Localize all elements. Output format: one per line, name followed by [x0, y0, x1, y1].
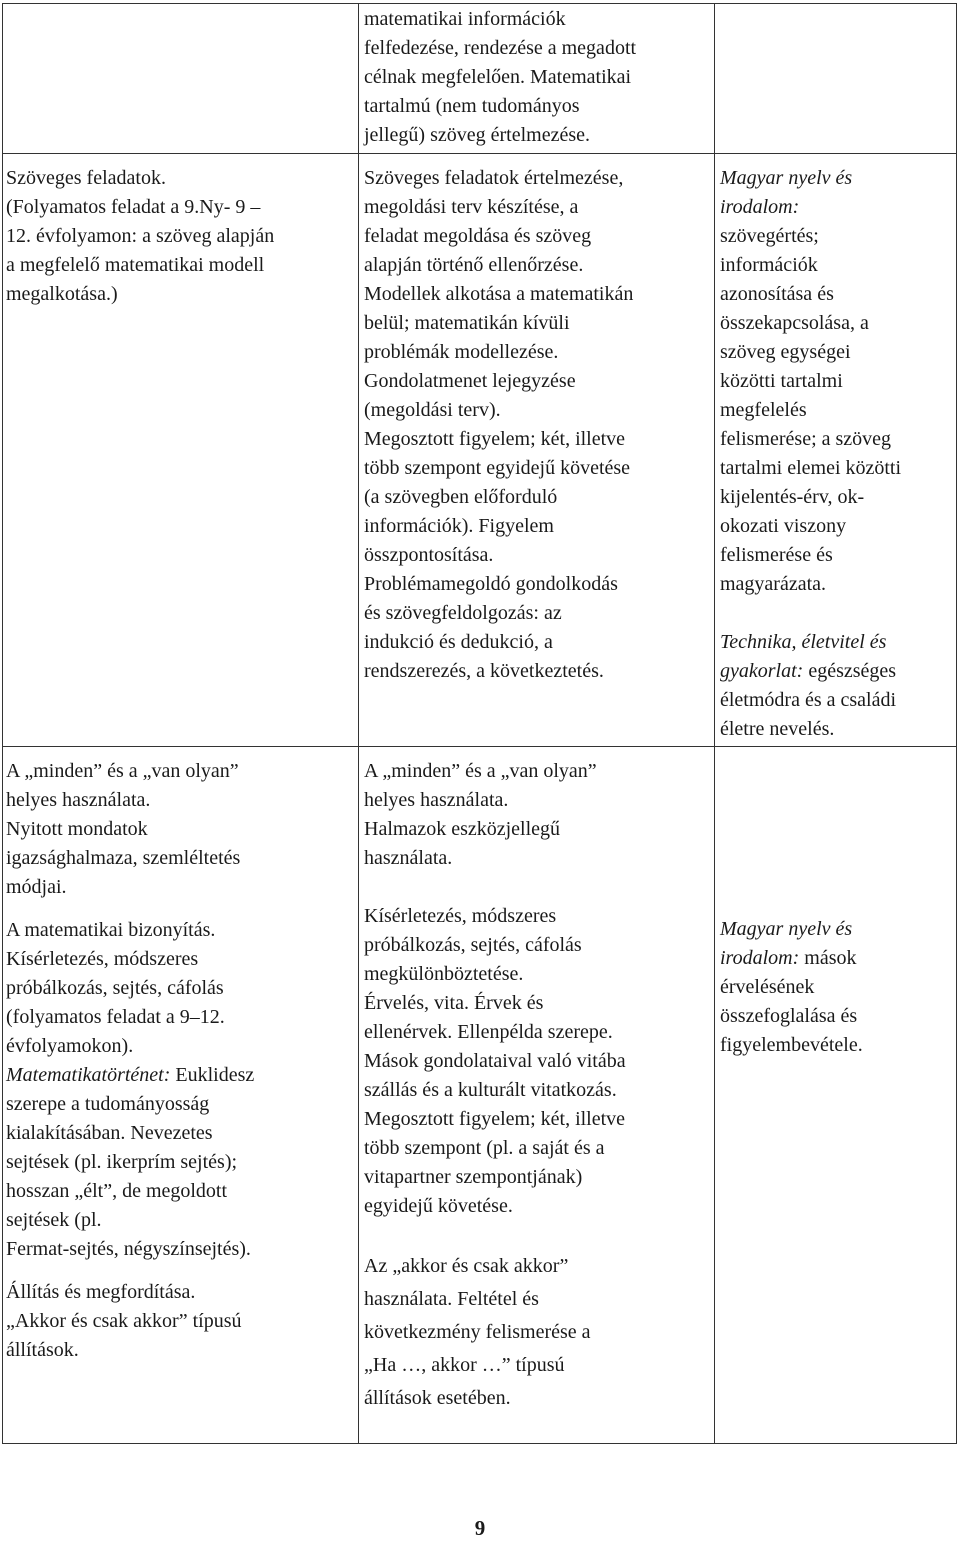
- text-line: sejtések (pl. ikerprím sejtés);: [6, 1151, 238, 1173]
- subject-label: Technika, életvitel és: [720, 631, 887, 653]
- text-line: Kísérletezés, módszeres: [364, 905, 557, 927]
- spacer: [364, 1221, 714, 1250]
- text-line: több szempont (pl. a saját és a: [364, 1137, 605, 1159]
- text-line: rendszerezés, a következtetés.: [364, 660, 604, 682]
- text-line: Modellek alkotása a matematikán: [364, 283, 634, 305]
- text-line: felismerése és: [720, 544, 833, 566]
- row0-col2-cell: [364, 5, 714, 150]
- text-line: [720, 944, 954, 973]
- text-line: használata. Feltétel és: [364, 1288, 539, 1310]
- text-line: szerepe a tudományosság: [6, 1093, 210, 1115]
- text-line: szövegértés;: [720, 225, 819, 247]
- column-divider-2: [714, 4, 715, 1443]
- text-line: állítások esetében.: [364, 1387, 511, 1409]
- text-line: próbálkozás, sejtés, cáfolás: [364, 934, 582, 956]
- text-line: [720, 657, 954, 686]
- text-line: (Folyamatos feladat a 9.Ny- 9 –: [6, 196, 261, 218]
- text-line: alapján történő ellenőrzése.: [364, 254, 584, 276]
- text-fragment: egészséges: [803, 660, 897, 682]
- row1-col2-cell: [364, 164, 714, 686]
- text-line: jellegű) szöveg értelmezése.: [364, 124, 590, 146]
- text-line: helyes használata.: [364, 789, 509, 811]
- spacer: [6, 1264, 358, 1278]
- text-fragment: mások: [799, 947, 857, 969]
- text-line: belül; matematikán kívüli: [364, 312, 570, 334]
- text-line: megoldási terv készítése, a: [364, 196, 579, 218]
- row-divider-2: [3, 746, 956, 747]
- text-line: állítások.: [6, 1339, 79, 1361]
- spacer: [720, 599, 954, 628]
- text-line: kialakításában. Nevezetes: [6, 1122, 213, 1144]
- text-line: „Ha …, akkor …” típusú: [364, 1354, 565, 1376]
- text-line: információk). Figyelem: [364, 515, 554, 537]
- text-line: Mások gondolataival való vitába: [364, 1050, 626, 1072]
- spacer: [364, 873, 714, 902]
- text-line: A matematikai bizonyítás.: [6, 919, 216, 941]
- text-line: megalkotása.): [6, 283, 118, 305]
- text-line: kijelentés-érv, ok-: [720, 486, 865, 508]
- text-line: szállás és a kulturált vitatkozás.: [364, 1079, 617, 1101]
- text-line: matematikai információk: [364, 8, 566, 30]
- text-line: módjai.: [6, 876, 67, 898]
- text-line: helyes használata.: [6, 789, 151, 811]
- text-line: összefoglalása és: [720, 1005, 858, 1027]
- text-line: összekapcsolása, a: [720, 312, 869, 334]
- text-line: életmódra és a családi: [720, 689, 897, 711]
- text-line: azonosítása és: [720, 283, 834, 305]
- text-line: Gondolatmenet lejegyzése: [364, 370, 576, 392]
- text-line: magyarázata.: [720, 573, 827, 595]
- subject-label: Matematikatörténet:: [6, 1064, 171, 1086]
- text-line: ellenérvek. Ellenpélda szerepe.: [364, 1021, 613, 1043]
- text-line: A „minden” és a „van olyan”: [364, 760, 597, 782]
- spacer: [6, 902, 358, 916]
- text-line: Érvelés, vita. Érvek és: [364, 992, 544, 1014]
- text-line: és szövegfeldolgozás: az: [364, 602, 562, 624]
- text-line: használata.: [364, 847, 453, 869]
- subject-label: irodalom:: [720, 196, 800, 218]
- text-line: (megoldási terv).: [364, 399, 501, 421]
- text-line: évfolyamokon).: [6, 1035, 134, 1057]
- text-line: több szempont egyidejű követése: [364, 457, 631, 479]
- text-line: érvelésének: [720, 976, 815, 998]
- text-line: vitapartner szempontjának): [364, 1166, 583, 1188]
- text-line: okozati viszony: [720, 515, 847, 537]
- row2-col2-last-block: [364, 1250, 714, 1415]
- row0-col2-text: [364, 5, 714, 150]
- text-line: „Akkor és csak akkor” típusú: [6, 1310, 242, 1332]
- text-line: következmény felismerése a: [364, 1321, 591, 1343]
- text-line: megkülönböztetése.: [364, 963, 524, 985]
- text-line: célnak megfelelően. Matematikai: [364, 66, 632, 88]
- text-line: információk: [720, 254, 818, 276]
- text-line: indukció és dedukció, a: [364, 631, 553, 653]
- text-line: igazsághalmaza, szemléltetés: [6, 847, 241, 869]
- text-line: Kísérletezés, módszeres: [6, 948, 199, 970]
- text-line: Az „akkor és csak akkor”: [364, 1255, 569, 1277]
- text-line: figyelembevétele.: [720, 1034, 863, 1056]
- text-line: próbálkozás, sejtés, cáfolás: [6, 977, 224, 999]
- text-line: 12. évfolyamon: a szöveg alapján: [6, 225, 275, 247]
- text-line: (folyamatos feladat a 9–12.: [6, 1006, 225, 1028]
- text-line: egyidejű követése.: [364, 1195, 513, 1217]
- text-line: tartalmú (nem tudományos: [364, 95, 580, 117]
- text-line: tartalmi elemei közötti: [720, 457, 902, 479]
- text-line: összpontosítása.: [364, 544, 494, 566]
- text-fragment: Euklidesz: [170, 1064, 255, 1086]
- text-line: Szöveges feladatok.: [6, 167, 166, 189]
- subject-label: Magyar nyelv és: [720, 918, 853, 940]
- page-number: 9: [474, 1516, 486, 1540]
- row1-col1-cell: [6, 164, 358, 309]
- text-line: sejtések (pl.: [6, 1209, 102, 1231]
- subject-label: gyakorlat:: [720, 660, 804, 682]
- row2-col2-cell: [364, 757, 714, 1415]
- column-divider-1: [358, 4, 359, 1443]
- text-line: [6, 1061, 358, 1090]
- text-line: A „minden” és a „van olyan”: [6, 760, 239, 782]
- row2-col1-cell: [6, 757, 358, 1365]
- subject-label: Magyar nyelv és: [720, 167, 853, 189]
- text-line: felismerése; a szöveg: [720, 428, 892, 450]
- text-line: problémák modellezése.: [364, 341, 559, 363]
- text-line: (a szövegben előforduló: [364, 486, 558, 508]
- text-line: életre nevelés.: [720, 718, 835, 740]
- text-line: Halmazok eszközjellegű: [364, 818, 561, 840]
- text-line: hosszan „élt”, de megoldott: [6, 1180, 228, 1202]
- text-line: megfelelés: [720, 399, 807, 421]
- text-line: Szöveges feladatok értelmezése,: [364, 167, 624, 189]
- text-line: Megosztott figyelem; két, illetve: [364, 428, 626, 450]
- row2-col3-cell: [720, 915, 954, 1060]
- text-line: közötti tartalmi: [720, 370, 843, 392]
- row-divider-1: [3, 153, 956, 154]
- text-line: Fermat-sejtés, négyszínsejtés).: [6, 1238, 251, 1260]
- text-line: a megfelelő matematikai modell: [6, 254, 265, 276]
- text-line: Problémamegoldó gondolkodás: [364, 573, 618, 595]
- row1-col3-cell: [720, 164, 954, 744]
- text-line: Nyitott mondatok: [6, 818, 148, 840]
- text-line: felfedezése, rendezése a megadott: [364, 37, 637, 59]
- text-line: Állítás és megfordítása.: [6, 1281, 196, 1303]
- text-line: Megosztott figyelem; két, illetve: [364, 1108, 626, 1130]
- text-line: feladat megoldása és szöveg: [364, 225, 592, 247]
- subject-label: irodalom:: [720, 947, 800, 969]
- text-line: szöveg egységei: [720, 341, 851, 363]
